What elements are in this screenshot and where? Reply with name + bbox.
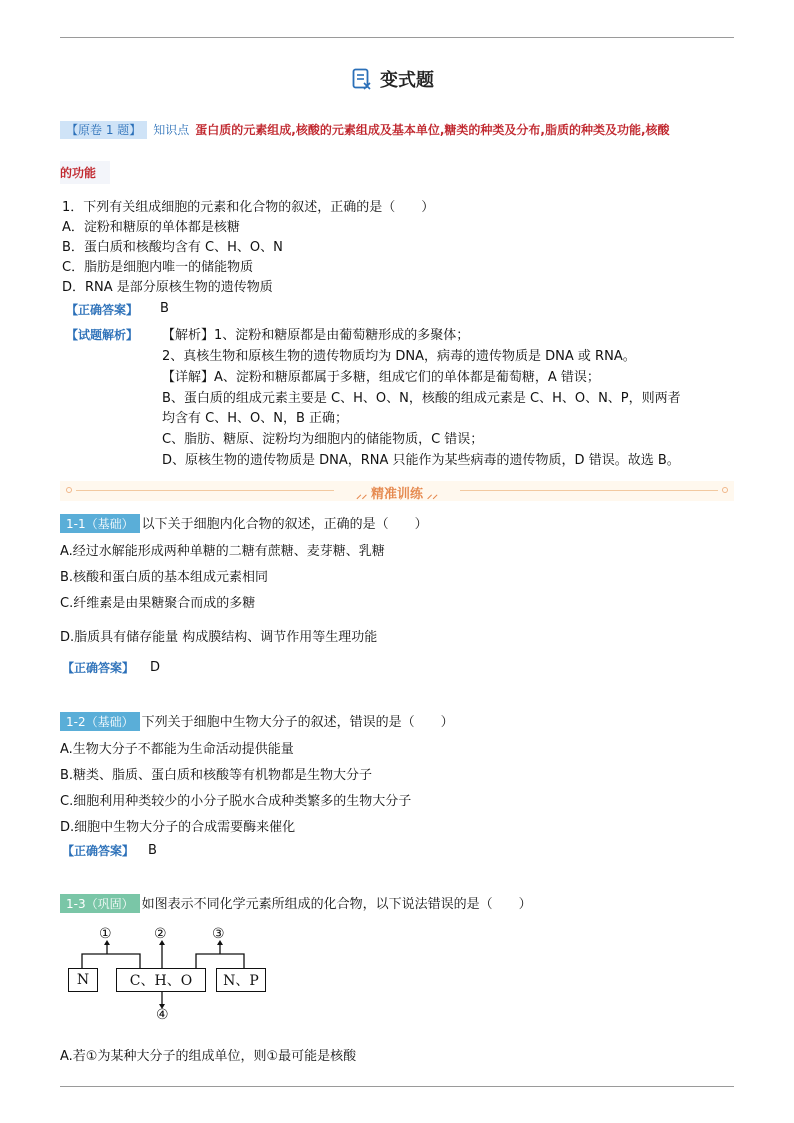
- knowledge-point-text: 蛋白质的元素组成,核酸的元素组成及基本单位,糖类的种类及分布,脂质的种类及功能,核酸: [195, 123, 670, 137]
- original-option-d: D．RNA 是部分原核生物的遗传物质: [62, 280, 273, 295]
- analysis-label: 【试题解析】: [66, 328, 139, 342]
- q1-option-c: C.纤维素是由果糖聚合而成的多糖: [60, 596, 256, 611]
- analysis-line: 2、真核生物和原核生物的遗传物质均为 DNA，病毒的遗传物质是 DNA 或 RNA。: [162, 349, 636, 364]
- q2-answer-label: 【正确答案】: [62, 844, 135, 858]
- q3-option-a: A.若①为某种大分子的组成单位，则①最可能是核酸: [60, 1049, 357, 1064]
- question-tag: 1-3（巩固）: [60, 894, 140, 913]
- diagram-label-4: ④: [156, 1007, 169, 1023]
- original-option-a: A．淀粉和糖原的单体都是核糖: [62, 220, 240, 235]
- q1-option-a: A.经过水解能形成两种单糖的二糖有蔗糖、麦芽糖、乳糖: [60, 544, 385, 559]
- header-rule: [60, 37, 734, 38]
- diagram-box-n: N: [68, 968, 98, 992]
- diagram-label-3: ③: [212, 926, 225, 942]
- q1-answer: D: [150, 660, 161, 675]
- question-1-2-stem: 1-2（基础） 下列关于细胞中生物大分子的叙述，错误的是（ ）: [60, 711, 454, 731]
- original-answer: B: [160, 301, 169, 316]
- original-option-c: C．脂肪是细胞内唯一的储能物质: [62, 260, 254, 275]
- analysis-line: B、蛋白质的组成元素主要是 C、H、O、N，核酸的组成元素是 C、H、O、N、P，则两者: [162, 391, 681, 406]
- q2-option-d: D.细胞中生物大分子的合成需要酶来催化: [60, 820, 296, 835]
- document-edit-icon: [352, 68, 372, 90]
- analysis-line: 【解析】1、淀粉和糖原都是由葡萄糖形成的多聚体；: [162, 328, 470, 343]
- analysis-line: D、原核生物的遗传物质是 DNA，RNA 只能作为某些病毒的遗传物质，D 错误。故选 B。: [162, 453, 680, 468]
- q2-option-a: A.生物大分子不都能为生命活动提供能量: [60, 742, 294, 757]
- section-divider: [60, 481, 734, 501]
- diagram-label-1: ①: [99, 926, 112, 942]
- q1-option-d: D.脂质具有储存能量 构成膜结构、调节作用等生理功能: [60, 630, 378, 645]
- original-option-b: B．蛋白质和核酸均含有 C、H、O、N: [62, 240, 283, 255]
- question-tag: 1-1（基础）: [60, 514, 140, 533]
- analysis-line: 【详解】A、淀粉和糖原都属于多糖，组成它们的单体都是葡萄糖，A 错误；: [162, 370, 600, 385]
- diagram-box-np: N、P: [216, 968, 266, 992]
- title-text: 变式题: [380, 70, 434, 91]
- question-tag: 1-2（基础）: [60, 712, 140, 731]
- analysis-line: C、脂肪、糖原、淀粉均为细胞内的储能物质，C 错误；: [162, 432, 484, 447]
- q2-option-c: C.细胞利用种类较少的小分子脱水合成种类繁多的生物大分子: [60, 794, 412, 809]
- q1-answer-label: 【正确答案】: [62, 661, 135, 675]
- original-question-tag: 【原卷 1 题】: [60, 121, 147, 139]
- diagram-box-cho: C、H、O: [116, 968, 206, 992]
- page-title: [352, 66, 434, 92]
- original-answer-label: 【正确答案】: [66, 303, 139, 317]
- diagram-label-2: ②: [154, 926, 167, 942]
- question-1-3-stem: 1-3（巩固） 如图表示不同化学元素所组成的化合物，以下说法错误的是（ ）: [60, 893, 532, 913]
- footer-rule: [60, 1086, 734, 1087]
- analysis-line: 均含有 C、H、O、N，B 正确；: [162, 411, 348, 426]
- q2-answer: B: [148, 843, 157, 858]
- section-title: ⸝⸝ 精准训练 ⸝⸝: [356, 487, 438, 502]
- knowledge-point-line1: [60, 121, 670, 138]
- original-question-stem: 1．下列有关组成细胞的元素和化合物的叙述，正确的是（ ）: [62, 200, 435, 215]
- question-1-1-stem: 1-1（基础） 以下关于细胞内化合物的叙述，正确的是（ ）: [60, 513, 428, 533]
- knowledge-point-line2: 的功能: [60, 161, 110, 184]
- knowledge-point-label: 知识点: [153, 123, 190, 137]
- q1-option-b: B.核酸和蛋白质的基本组成元素相同: [60, 570, 269, 585]
- q2-option-b: B.糖类、脂质、蛋白质和核酸等有机物都是生物大分子: [60, 768, 373, 783]
